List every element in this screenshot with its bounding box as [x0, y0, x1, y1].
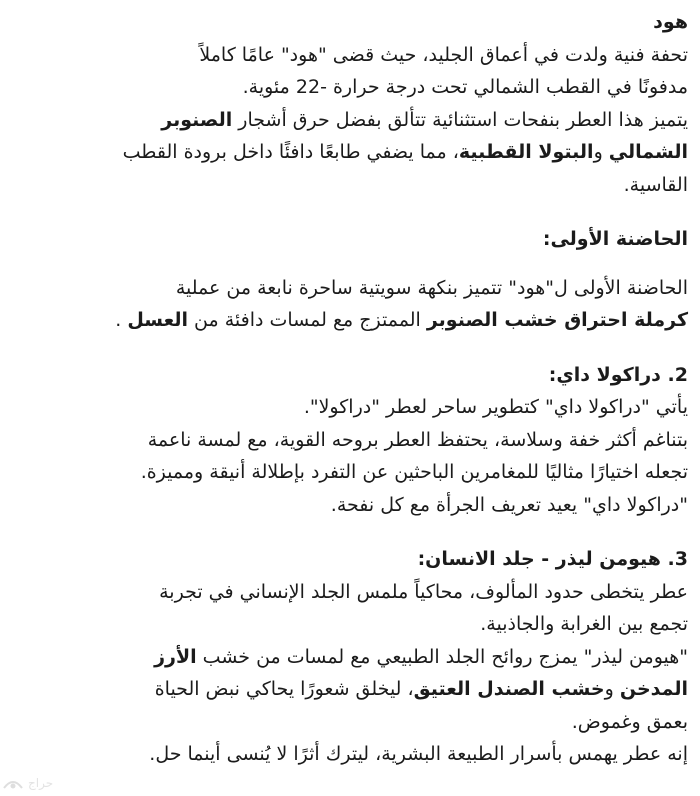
bold-text-run: العسل	[127, 309, 188, 331]
paragraph-line: عطر يتخطى حدود المألوف، محاكياً ملمس الجلد الإنساني في تجربة	[159, 580, 688, 603]
document-body	[14, 6, 688, 771]
spacer	[14, 337, 688, 359]
bold-text-run: الأرز	[154, 645, 197, 668]
section-intro	[14, 6, 688, 201]
watermark-text: حراج	[28, 776, 54, 790]
bold-text-run: خشب الصندل العتيق	[413, 678, 605, 700]
bold-text-run: الشمالي	[608, 141, 688, 163]
spacer	[14, 521, 688, 543]
text-run: .	[115, 309, 128, 331]
paragraph-line	[14, 641, 688, 674]
paragraph-line: تحفة فنية ولدت في أعماق الجليد، حيث قضى "هود" عامًا كاملاً	[199, 43, 688, 66]
bold-text-run: البتولا القطبية	[458, 141, 594, 163]
paragraph-line: بتناغم أكثر خفة وسلاسة، يحتفظ العطر بروحه القوية، مع لمسة ناعمة	[147, 428, 688, 451]
text-run: ، ليخلق شعورًا يحاكي نبض الحياة	[154, 678, 414, 700]
text-run: "هيومن ليذر" يمزج روائح الجلد الطبيعي مع لمسات من خشب	[196, 645, 688, 668]
paragraph-line: تجعله اختيارًا مثاليًا للمغامرين الباحثين عن التفرد بإطلالة أنيقة ومميزة.	[140, 461, 688, 483]
spacer	[14, 201, 688, 223]
paragraph-line: تجمع بين الغرابة والجاذبية.	[480, 613, 688, 635]
spacer	[14, 256, 688, 272]
bold-text-run: كرملة احتراق خشب الصنوبر	[426, 309, 688, 331]
paragraph-line: مدفونًا في القطب الشمالي تحت درجة حرارة -22 مئوية.	[242, 76, 688, 98]
paragraph-line: الحاضنة الأولى ل"هود" تتميز بنكهة سويتية ساحرة نابعة من عملية	[175, 276, 688, 299]
section-title-dracula-day: 2. دراكولا داي:	[548, 363, 688, 386]
watermark-logo-icon	[2, 774, 24, 792]
text-run: و	[593, 141, 609, 163]
paragraph-line: يأتي "دراكولا داي" كتطوير ساحر لعطر "دراكولا".	[303, 396, 688, 418]
paragraph-line: "دراكولا داي" يعيد تعريف الجرأة مع كل نفحة.	[330, 493, 688, 516]
paragraph-line	[14, 304, 688, 337]
text-run: يتميز هذا العطر بنفحات استثنائية تتألق بفضل حرق أشجار	[238, 108, 688, 131]
text-run: الممتزج مع لمسات دافئة من	[188, 309, 427, 331]
bold-text-run: الصنوبر	[161, 108, 233, 131]
text-run: ، مما يضفي طابعًا دافئًا داخل برودة القطب	[122, 141, 459, 163]
section-dracula-day	[14, 359, 688, 522]
paragraph-line: إنه عطر يهمس بأسرار الطبيعة البشرية، ليترك أثرًا لا يُنسى أينما حل.	[149, 743, 688, 765]
paragraph-line: بعمق وغموض.	[571, 710, 688, 733]
paragraph-line	[14, 136, 688, 169]
section-title-first-edition: الحاضنة الأولى:	[542, 228, 688, 250]
paragraph-line: القاسية.	[623, 173, 688, 196]
bold-text-run: المدخن	[619, 678, 688, 700]
paragraph-line	[14, 104, 688, 137]
section-first-edition	[14, 223, 688, 337]
section-title-hood: هود	[653, 11, 688, 33]
section-title-human-leather: 3. هيومن ليذر - جلد الانسان:	[417, 548, 688, 570]
watermark	[2, 770, 98, 796]
text-run: و	[604, 678, 620, 700]
paragraph-line	[14, 673, 688, 706]
section-human-leather	[14, 543, 688, 771]
